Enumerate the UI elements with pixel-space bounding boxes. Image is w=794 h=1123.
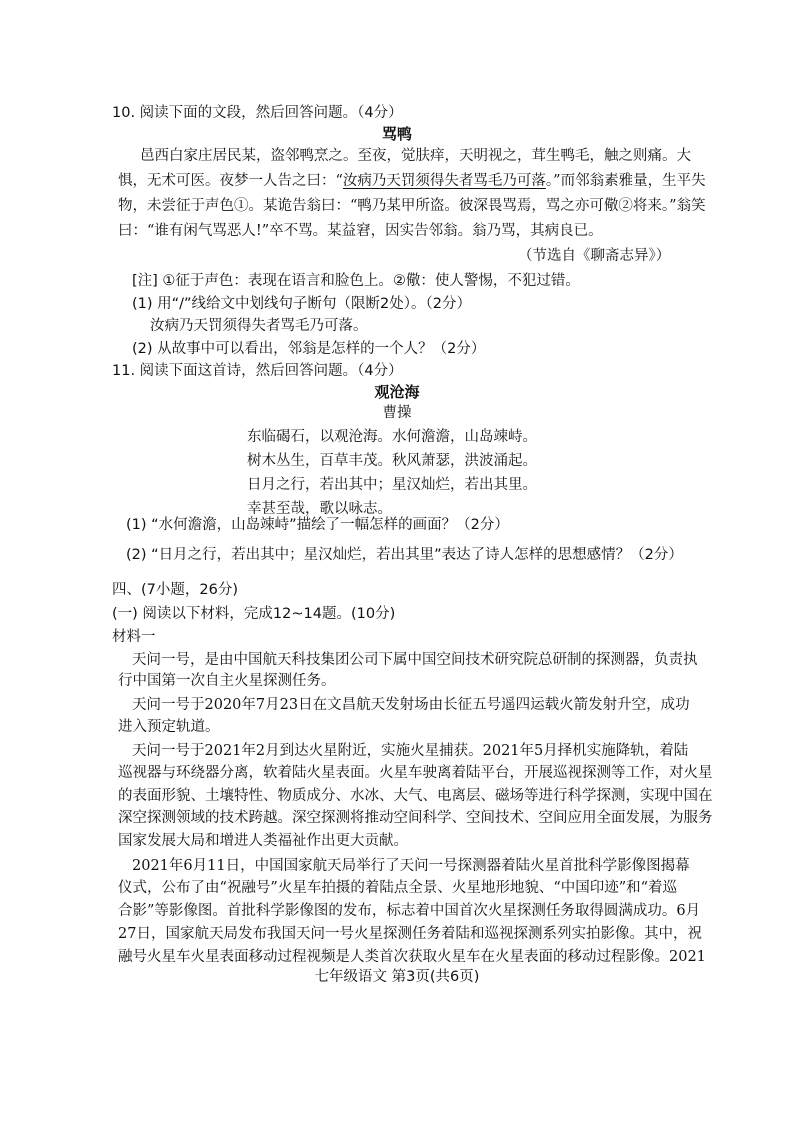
material-line: 27日，国家航天局发布我国天问一号火星探测任务着陆和巡视探测系列实拍影像。其中，祝 bbox=[118, 926, 702, 942]
poem-line: 树木丛生，百草丰茂。秋风萧瑟，洪波涌起。 bbox=[247, 453, 537, 469]
q10-text-line: 曰：“谁有闲气骂恶人!”卒不骂。某益窘，因实告邻翁。翁乃骂，其病良已。 bbox=[118, 223, 603, 239]
q10-text-line: 物，未尝征于声色①。某诡告翁曰：“鸭乃某甲所盗。彼深畏骂焉，骂之亦可儆②将来。”翁笑 bbox=[118, 198, 706, 214]
material-line: 天问一号于2021年2月到达火星附近，实施火星捕获。2021年5月择机实施降轨，着陆 bbox=[132, 743, 689, 759]
q10-title: 骂鸭 bbox=[381, 125, 412, 143]
material-line: 深空探测领域的技术跨越。深空探测将推动空间科学、空间技术、空间应用全面发展，为服务 bbox=[118, 810, 713, 826]
q10-heading: 10. 阅读下面的文段，然后回答问题。（4分） bbox=[112, 105, 403, 121]
material-line: 国家发展大局和增进人类福祉作出更大贡献。 bbox=[118, 833, 408, 849]
material-line: 进入预定轨道。 bbox=[118, 719, 220, 735]
material-line: 天问一号于2020年7月23日在文昌航天发射场由长征五号遥四运载火箭发射升空，成功 bbox=[132, 697, 690, 713]
material-line: 合影”等影像图。首批科学影像图的发布，标志着中国首次火星探测任务取得圆满成功。6月 bbox=[118, 903, 701, 919]
q10-note: [注] ①征于声色：表现在语言和脸色上。②儆：使人警惕，不犯过错。 bbox=[132, 273, 580, 289]
material-line: 的表面形貌、土壤特性、物质成分、水冰、大气、电离层、磁场等进行科学探测，实现中国在 bbox=[118, 788, 713, 804]
material-line: 天问一号，是由中国航天科技集团公司下属中国空间技术研究院总研制的探测器，负责执 bbox=[132, 652, 698, 668]
poem-author: 曹操 bbox=[382, 405, 412, 421]
q11-sub1: (1) “水何澹澹，山岛竦峙”描绘了一幅怎样的画面？（2分） bbox=[126, 517, 509, 533]
q11-heading: 11. 阅读下面这首诗，然后回答问题。（4分） bbox=[112, 363, 403, 379]
underlined-sentence: 汝病乃天罚须得失者骂毛乃可落 bbox=[342, 173, 546, 189]
poem-line: 幸甚至哉，歌以咏志。 bbox=[247, 501, 392, 517]
q10-text-line: 邑西白家庄居民某，盗邻鸭烹之。至夜，觉肤痒，天明视之，茸生鸭毛，触之则痛。大 bbox=[140, 148, 691, 164]
q10-text-line: 惧，无术可医。夜梦一人告之曰：“汝病乃天罚须得失者骂毛乃可落。”而邻翁素雅量，生平失 bbox=[118, 173, 706, 189]
q10-sub2: (2) 从故事中可以看出，邻翁是怎样的一个人？（2分） bbox=[132, 341, 486, 357]
q11-sub2: (2) “日月之行，若出其中；星汉灿烂，若出其里”表达了诗人怎样的思想感情？（2分） bbox=[126, 547, 683, 563]
page-footer: 七年级语文 第3页(共6页) bbox=[314, 969, 480, 985]
poem-line: 东临碣石，以观沧海。水何澹澹，山岛竦峙。 bbox=[247, 429, 537, 445]
material-line: 融号火星车火星表面移动过程视频是人类首次获取火星车在火星表面的移动过程影像。2021 bbox=[118, 949, 706, 965]
material-line: 行中国第一次自主火星探测任务。 bbox=[118, 673, 336, 689]
section4-heading: 四、(7小题，26分) bbox=[112, 582, 238, 598]
poem-title: 观沧海 bbox=[374, 383, 420, 401]
q10-sub1-sentence: 汝病乃天罚须得失者骂毛乃可落。 bbox=[150, 318, 368, 334]
material-line: 2021年6月11日，中国国家航天局举行了天问一号探测器着陆火星首批科学影像图揭幕 bbox=[132, 858, 690, 874]
material-line: 仪式，公布了由“祝融号”火星车拍摄的着陆点全景、火星地形地貌、“中国印迹”和“着巡 bbox=[118, 880, 678, 896]
q10-source: （节选自《聊斋志异》） bbox=[518, 248, 671, 264]
poem-line: 日月之行，若出其中；星汉灿烂，若出其里。 bbox=[247, 477, 537, 493]
material-label: 材料一 bbox=[112, 629, 156, 645]
material-line: 巡视器与环绕器分离，软着陆火星表面。火星车驶离着陆平台，开展巡视探测等工作，对火星 bbox=[118, 765, 713, 781]
section4-part1: (一) 阅读以下材料，完成12~14题。(10分) bbox=[112, 606, 396, 622]
q10-sub1: (1) 用“/”线给文中划线句子断句（限断2处）。（2分） bbox=[132, 296, 472, 312]
